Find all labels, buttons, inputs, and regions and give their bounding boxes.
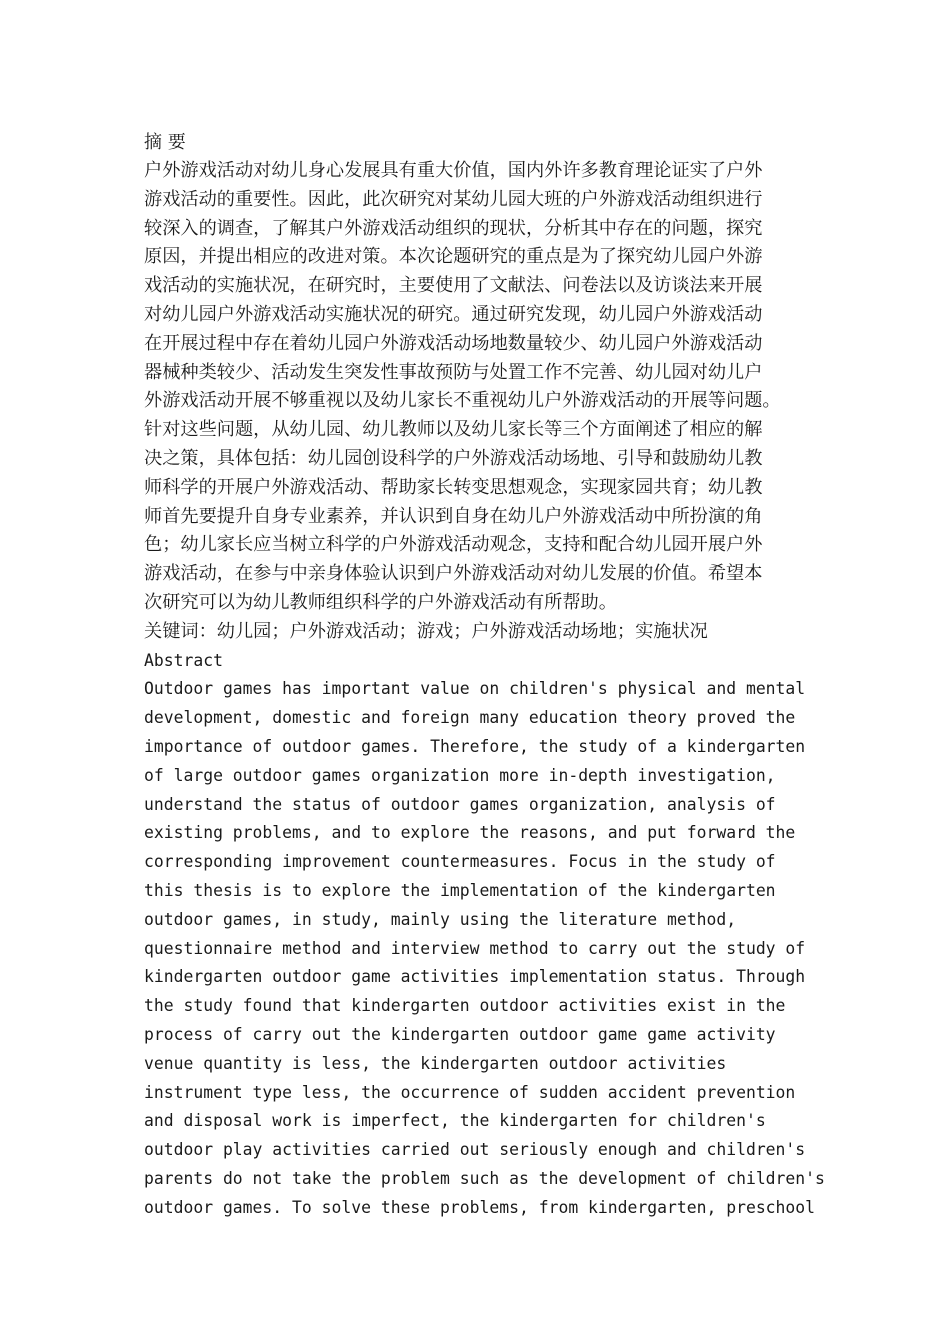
en-abstract-line: process of carry out the kindergarten outdoor game game activity (144, 1024, 776, 1044)
cn-abstract-line: 对幼儿园户外游戏活动实施状况的研究。通过研究发现，幼儿园户外游戏活动 (144, 303, 763, 325)
document-page (144, 128, 824, 1222)
en-abstract-line: the study found that kindergarten outdoor activities exist in the (144, 996, 786, 1016)
cn-abstract-line: 师科学的开展户外游戏活动、帮助家长转变思想观念，实现家园共育；幼儿教 (144, 476, 763, 498)
en-abstract-line: existing problems, and to explore the reasons, and put forward the (144, 823, 796, 843)
en-abstract-line: importance of outdoor games. Therefore, the study of a kindergarten (144, 736, 806, 756)
cn-abstract-line: 游戏活动的重要性。因此，此次研究对某幼儿园大班的户外游戏活动组织进行 (144, 188, 763, 210)
en-abstract-line: this thesis is to explore the implementation of the kindergarten (144, 880, 776, 900)
en-abstract-line: outdoor play activities carried out seriously enough and children's (144, 1140, 806, 1160)
cn-abstract-line: 户外游戏活动对幼儿身心发展具有重大价值，国内外许多教育理论证实了户外 (144, 160, 763, 181)
chinese-abstract-body (144, 157, 824, 618)
cn-abstract-line: 色；幼儿家长应当树立科学的户外游戏活动观念，支持和配合幼儿园开展户外 (144, 534, 763, 556)
en-abstract-line: of large outdoor games organization more in-depth investigation, (144, 765, 776, 785)
cn-abstract-line: 在开展过程中存在着幼儿园户外游戏活动场地数量较少、幼儿园户外游戏活动 (144, 332, 763, 354)
cn-abstract-line: 外游戏活动开展不够重视以及幼儿家长不重视幼儿户外游戏活动的开展等问题。 (144, 390, 781, 412)
en-abstract-line: parents do not take the problem such as the development of children's (144, 1168, 825, 1188)
cn-abstract-line: 较深入的调查，了解其户外游戏活动组织的现状，分析其中存在的问题，探究 (144, 217, 763, 239)
cn-abstract-line: 决之策，具体包括：幼儿园创设科学的户外游戏活动场地、引导和鼓励幼儿教 (144, 447, 763, 469)
en-abstract-line: understand the status of outdoor games organization, analysis of (144, 794, 776, 814)
chinese-keywords: 关键词：幼儿园；户外游戏活动；游戏；户外游戏活动场地；实施状况 (144, 620, 708, 642)
cn-abstract-line: 游戏活动，在参与中亲身体验认识到户外游戏活动对幼儿发展的价值。希望本 (144, 563, 763, 585)
en-abstract-line: outdoor games. To solve these problems, from kindergarten, preschool (144, 1197, 816, 1217)
cn-abstract-line: 次研究可以为幼儿教师组织科学的户外游戏活动有所帮助。 (144, 591, 617, 613)
cn-abstract-line: 针对这些问题，从幼儿园、幼儿教师以及幼儿家长等三个方面阐述了相应的解 (144, 419, 763, 441)
en-abstract-line: kindergarten outdoor game activities implementation status. Through (144, 967, 806, 987)
en-abstract-line: instrument type less, the occurrence of sudden accident prevention (144, 1082, 796, 1102)
en-abstract-line: development, domestic and foreign many education theory proved the (144, 708, 796, 728)
en-abstract-line: questionnaire method and interview method to carry out the study of (144, 938, 806, 958)
cn-abstract-line: 师首先要提升自身专业素养，并认识到自身在幼儿户外游戏活动中所扮演的角 (144, 505, 763, 527)
chinese-abstract-heading: 摘 要 (144, 132, 186, 153)
cn-abstract-line: 原因，并提出相应的改进对策。本次论题研究的重点是为了探究幼儿园户外游 (144, 246, 763, 268)
en-abstract-line: venue quantity is less, the kindergarten outdoor activities (144, 1053, 727, 1073)
en-abstract-line: and disposal work is imperfect, the kindergarten for children's (144, 1111, 766, 1131)
en-abstract-line: Outdoor games has important value on children's physical and mental (144, 679, 806, 699)
en-abstract-line: corresponding improvement countermeasures. Focus in the study of (144, 852, 776, 872)
en-abstract-line: outdoor games, in study, mainly using the literature method, (144, 909, 737, 929)
english-abstract-heading: Abstract (144, 650, 223, 670)
cn-abstract-line: 器械种类较少、活动发生突发性事故预防与处置工作不完善、幼儿园对幼儿户 (144, 361, 763, 383)
cn-abstract-line: 戏活动的实施状况，在研究时，主要使用了文献法、问卷法以及访谈法来开展 (144, 275, 763, 297)
english-abstract-body (144, 675, 824, 1222)
